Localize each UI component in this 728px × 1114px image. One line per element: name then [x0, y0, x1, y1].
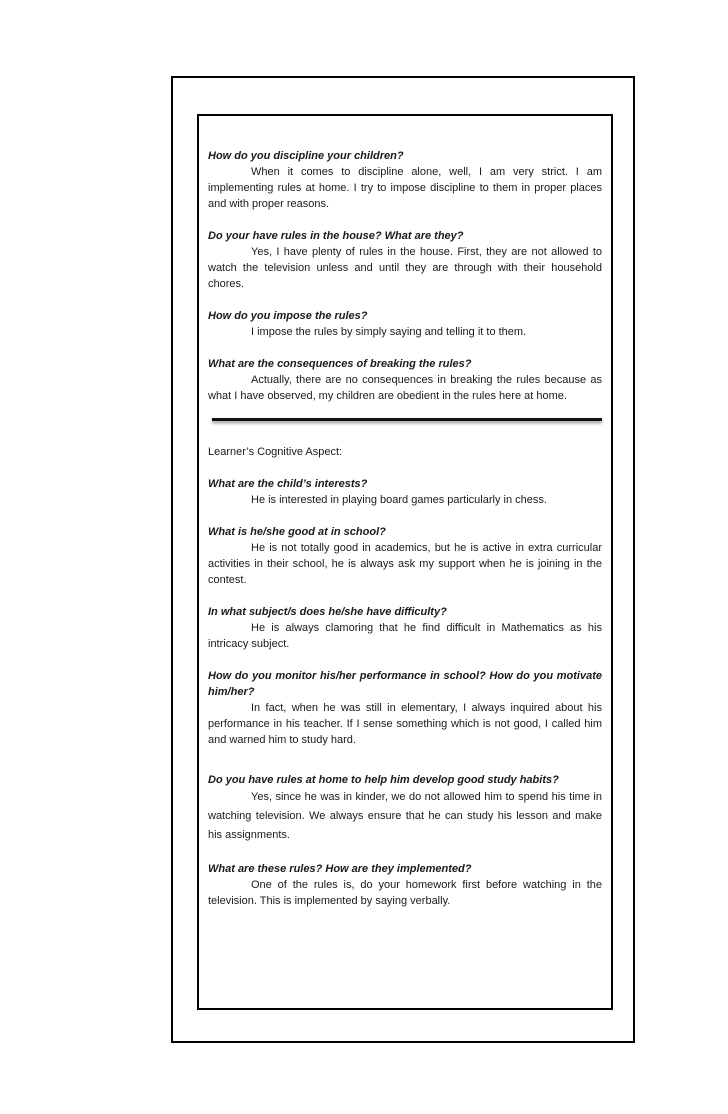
qa-block	[208, 148, 602, 212]
answer: Yes, since he was in kinder, we do not allowed him to spend his time in watching television. We always ensure that he can study his lesson and make his assignments.	[208, 791, 602, 841]
qa-block	[208, 772, 602, 845]
qa-block	[208, 356, 602, 404]
question: Do you have rules at home to help him develop good study habits?	[208, 774, 559, 786]
answer: He is not totally good in academics, but he is active in extra curricular activities in their school, he is always ask my support when he is joining in the contest.	[208, 542, 602, 586]
qa-block	[208, 476, 602, 508]
qa-block	[208, 228, 602, 292]
question: In what subject/s does he/she have difficulty?	[208, 606, 447, 618]
answer: One of the rules is, do your homework first before watching in the television. This is implemented by saying verbally.	[208, 879, 602, 907]
answer: When it comes to discipline alone, well, I am very strict. I am implementing rules at home. I try to impose discipline to them in proper places and with proper reasons.	[208, 166, 602, 210]
qa-block	[208, 524, 602, 588]
answer: Actually, there are no consequences in breaking the rules because as what I have observed, my children are obedient in the rules here at home.	[208, 374, 602, 402]
answer: Yes, I have plenty of rules in the house. First, they are not allowed to watch the television unless and until they are through with their household chores.	[208, 246, 602, 290]
qa-block	[208, 604, 602, 652]
question: What are the consequences of breaking the rules?	[208, 358, 472, 370]
question: What are these rules? How are they implemented?	[208, 863, 472, 875]
answer: He is always clamoring that he find difficult in Mathematics as his intricacy subject.	[208, 622, 602, 650]
answer: He is interested in playing board games particularly in chess.	[251, 494, 547, 506]
question: How do you impose the rules?	[208, 310, 368, 322]
document-body	[208, 148, 602, 909]
answer: I impose the rules by simply saying and telling it to them.	[251, 326, 527, 338]
section-divider	[208, 404, 602, 444]
qa-block	[208, 668, 602, 748]
question: What are the child’s interests?	[208, 478, 368, 490]
section-heading: Learner’s Cognitive Aspect:	[208, 446, 343, 458]
qa-block	[208, 308, 602, 340]
question: What is he/she good at in school?	[208, 526, 386, 538]
question: Do your have rules in the house? What are they?	[208, 230, 464, 242]
question: How do you discipline your children?	[208, 150, 404, 162]
question: How do you monitor his/her performance in school? How do you motivate him/her?	[208, 670, 602, 698]
divider-line	[212, 418, 602, 421]
qa-block	[208, 861, 602, 909]
answer: In fact, when he was still in elementary, I always inquired about his performance in his teacher. If I sense something which is not good, I called him and warned him to study hard.	[208, 702, 602, 746]
